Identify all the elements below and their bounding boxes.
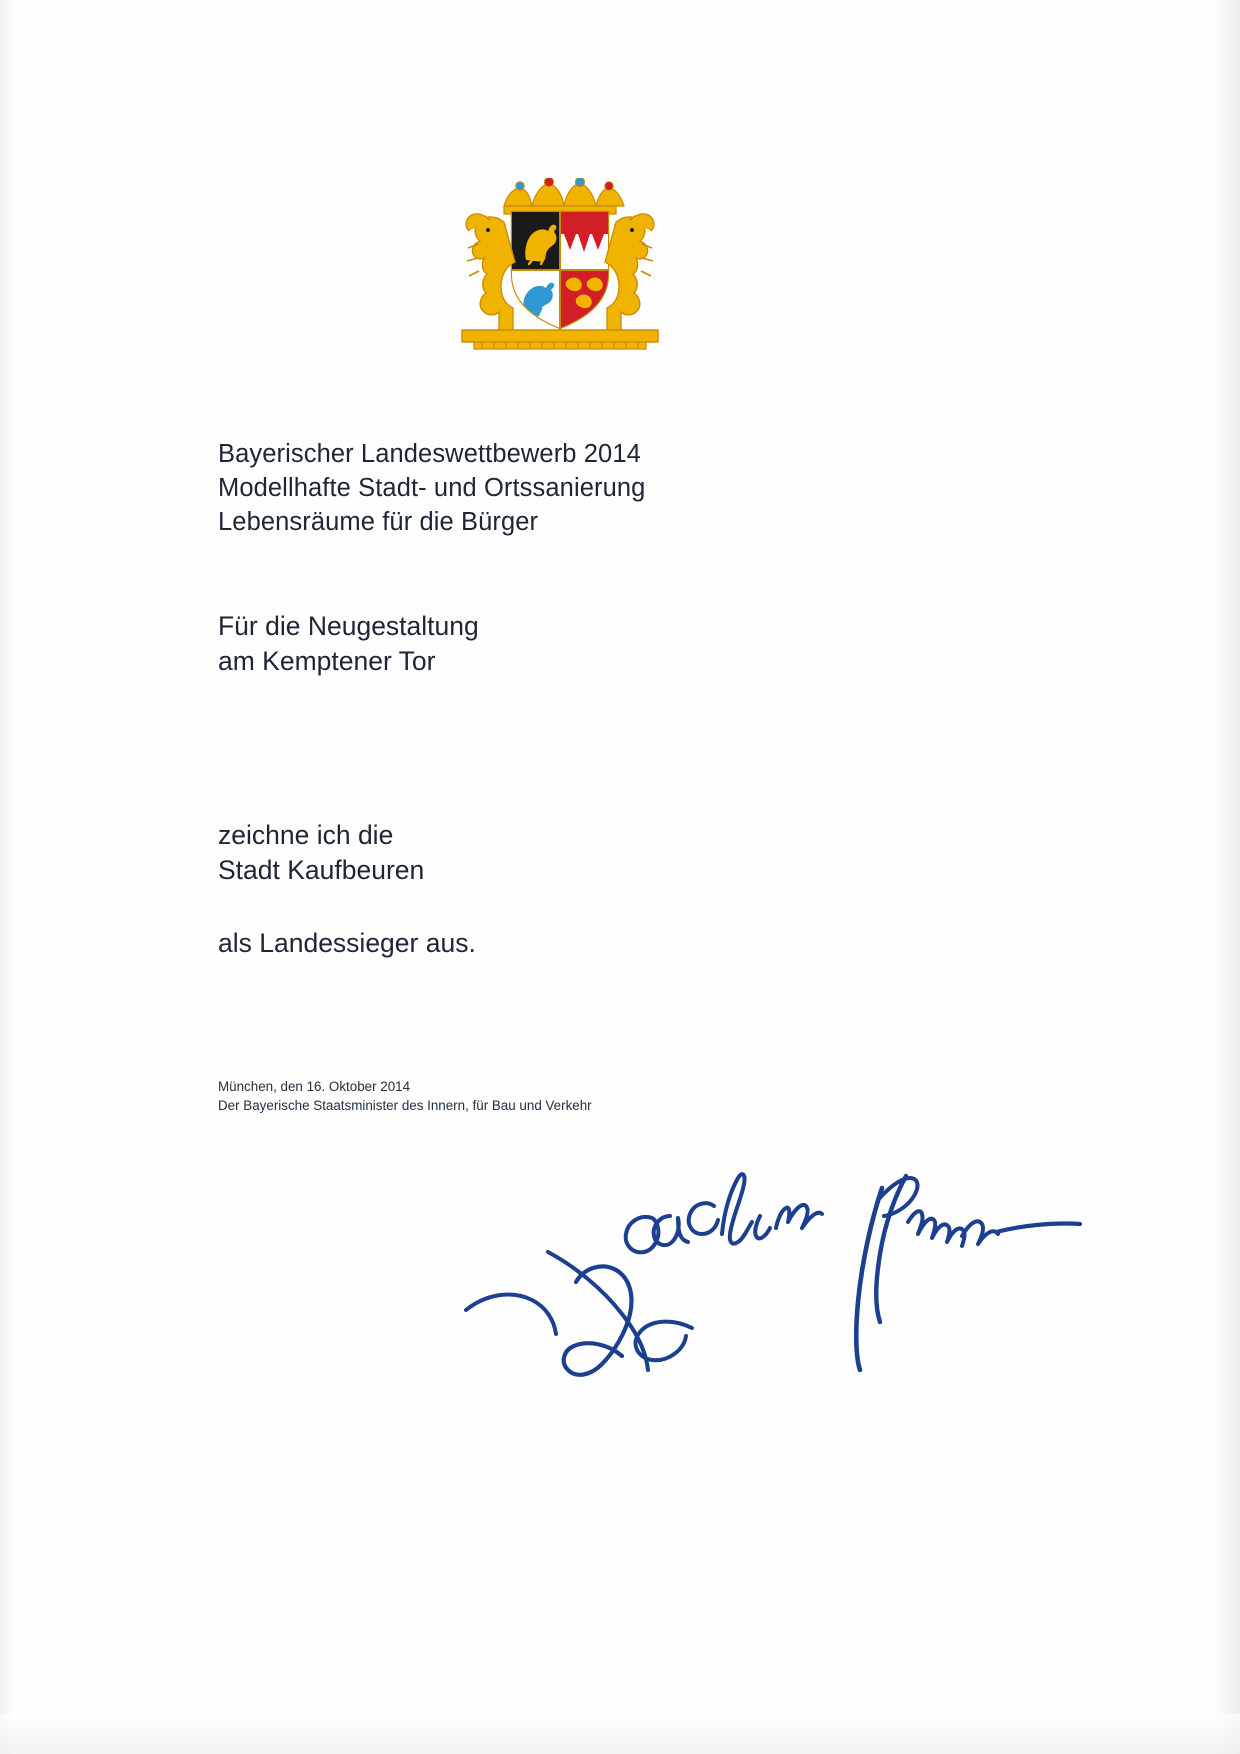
purpose-line-2: am Kemptener Tor	[218, 646, 436, 676]
award-purpose	[218, 609, 479, 679]
award-line-2: Stadt Kaufbeuren	[218, 855, 425, 885]
bavarian-coat-of-arms-icon	[400, 178, 720, 368]
award-recipient	[218, 818, 424, 888]
scan-edge-right	[1214, 0, 1240, 1754]
lion-supporter-right-icon	[605, 214, 654, 330]
place-and-date: München, den 16. Oktober 2014	[218, 1079, 411, 1094]
competition-line-2: Modellhafte Stadt- und Ortssanierung	[218, 474, 646, 502]
competition-line-3: Lebensräume für die Bürger	[218, 508, 539, 536]
shield-icon	[512, 212, 608, 330]
scan-edge-bottom	[0, 1714, 1240, 1754]
competition-line-1: Bayerischer Landeswettbewerb 2014	[218, 440, 641, 468]
footer-block	[218, 1078, 592, 1115]
lion-supporter-left-icon	[466, 214, 515, 330]
purpose-line-1: Für die Neugestaltung	[218, 611, 479, 641]
award-line-1: zeichne ich die	[218, 820, 394, 850]
award-line-3: als Landessieger aus.	[218, 928, 476, 958]
signature-joachim-herrmann	[430, 1130, 1090, 1390]
crest-base	[462, 330, 658, 349]
signatory-title: Der Bayerische Staatsminister des Innern, für Bau und Verkehr	[218, 1097, 592, 1113]
competition-heading	[218, 437, 645, 539]
crown-icon	[504, 178, 624, 214]
award-designation	[218, 926, 476, 961]
scan-edge-left	[0, 0, 14, 1754]
